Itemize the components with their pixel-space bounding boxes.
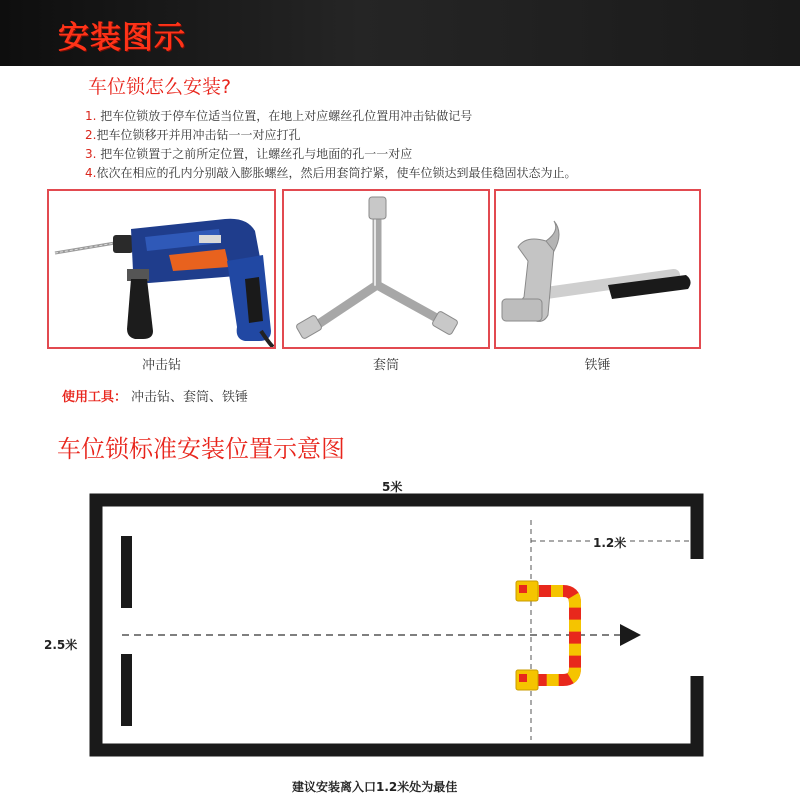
tool-card-socket [282, 189, 490, 349]
tool-label-hammer: 铁锤 [584, 358, 611, 373]
install-heading: 车位锁怎么安装? [88, 76, 232, 98]
diagram-heading: 车位锁标准安装位置示意图 [57, 435, 345, 463]
install-steps [85, 107, 576, 183]
header-banner [0, 0, 800, 66]
step-2: 2.把车位锁移开并用冲击钻一一对应打孔 [85, 128, 301, 142]
wheel-stop-bottom [121, 654, 132, 726]
tool-label-socket: 套筒 [372, 358, 399, 373]
parking-space-diagram [0, 470, 800, 775]
diagram-footnote: 建议安装离入口1.2米处为最佳 [292, 780, 458, 794]
height-label: 2.5米 [44, 638, 78, 652]
impact-drill-icon [49, 191, 274, 347]
y-socket-wrench-icon [284, 191, 488, 347]
tools-used-value: 冲击钻、套筒、铁锤 [131, 390, 249, 405]
step-1: 1. 把车位锁放于停车位适当位置，在地上对应螺丝孔位置用冲击钻做记号 [85, 109, 473, 123]
tool-label-drill: 冲击钻 [141, 358, 181, 373]
tool-card-hammer [494, 189, 701, 349]
distance-label: 1.2米 [590, 534, 629, 551]
tools-used-label: 使用工具： [62, 390, 128, 405]
banner-title: 安装图示 [58, 20, 186, 56]
claw-hammer-icon [496, 191, 699, 347]
tool-card-drill [47, 189, 276, 349]
tools-used [62, 386, 248, 405]
step-3: 3. 把车位锁置于之前所定位置，让螺丝孔与地面的孔一一对应 [85, 147, 413, 161]
width-label: 5米 [382, 480, 403, 494]
entry-arrow-icon [620, 624, 641, 646]
step-4: 4.依次在相应的孔内分别敲入膨胀螺丝，然后用套筒拧紧，使车位锁达到最佳稳固状态为止。 [85, 166, 577, 180]
wheel-stop-top [121, 536, 132, 608]
